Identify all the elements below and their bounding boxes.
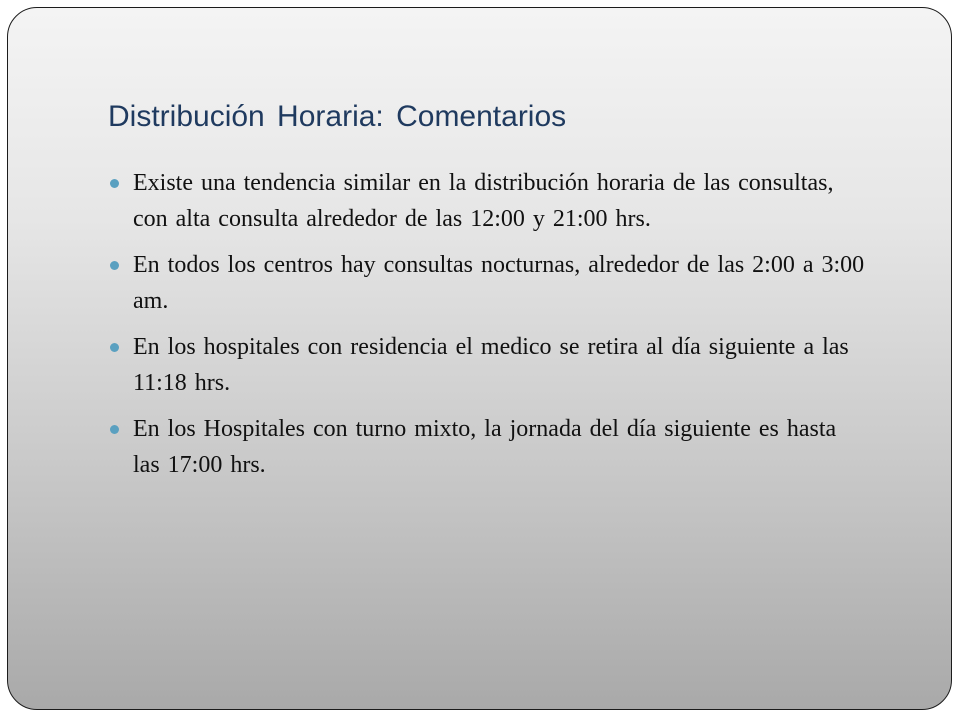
bullet-text: Existe una tendencia similar en la distribución horaria de las consultas, con alta consulta alrededor de las 12:00 y 21:00 hrs.: [133, 170, 834, 232]
bullet-text: En los Hospitales con turno mixto, la jornada del día siguiente es hasta las 17:00 hrs.: [133, 416, 837, 478]
bullet-dot-icon: [110, 425, 119, 434]
bullet-item: [106, 411, 866, 483]
bullet-item: [106, 329, 866, 401]
bullet-item: [106, 165, 866, 237]
slide: [7, 7, 952, 710]
bullet-text: En todos los centros hay consultas nocturnas, alrededor de las 2:00 a 3:00 am.: [133, 252, 865, 314]
bullet-item: [106, 247, 866, 319]
bullet-list: [106, 165, 866, 493]
bullet-text: En los hospitales con residencia el medico se retira al día siguiente a las 11:18 hrs.: [133, 334, 849, 396]
bullet-dot-icon: [110, 343, 119, 352]
bullet-dot-icon: [110, 261, 119, 270]
bullet-dot-icon: [110, 179, 119, 188]
slide-title: Distribución Horaria: Comentarios: [108, 100, 567, 133]
